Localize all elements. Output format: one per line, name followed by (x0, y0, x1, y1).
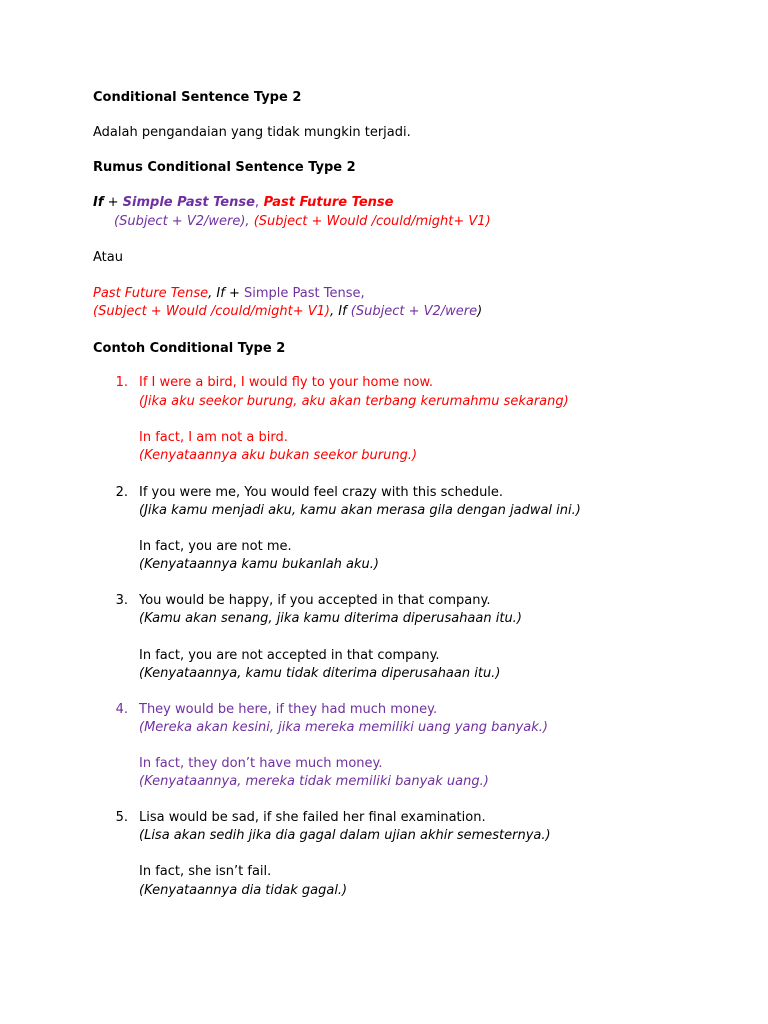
rumus-heading: Rumus Conditional Sentence Type 2 (93, 160, 356, 175)
definition-text: Adalah pengandaian yang tidak mungkin terjadi. (93, 125, 411, 140)
example-sentence: If I were a bird, I would fly to your home now. (139, 375, 434, 390)
example-fact: In fact, they don’t have much money. (139, 756, 383, 771)
example-fact-translation: (Kenyataannya aku bukan seekor burung.) (139, 448, 418, 463)
example-fact: In fact, you are not accepted in that company. (139, 648, 440, 663)
formula2-close-paren: ) (477, 304, 483, 319)
example-fact-translation: (Kenyataannya, mereka tidak memiliki banyak uang.) (139, 774, 489, 789)
example-translation: (Lisa akan sedih jika dia gagal dalam ujian akhir semesternya.) (139, 828, 551, 843)
formula1-comma: , (254, 195, 260, 210)
formula2-line1 (93, 285, 365, 303)
example-fact-translation: (Kenyataannya kamu bukanlah aku.) (139, 557, 379, 572)
formula1-subject-v2: (Subject + V2/were), (114, 214, 250, 229)
atau-text: Atau (93, 250, 123, 265)
formula1-simple-past: Simple Past Tense (122, 195, 255, 210)
example-number: 5. (115, 810, 128, 825)
formula2-comma-if: , If (208, 286, 225, 301)
formula2-plus: + (224, 286, 245, 301)
example-number: 3. (115, 593, 128, 608)
example-sentence: You would be happy, if you accepted in that company. (139, 593, 491, 608)
formula2-line2 (93, 303, 482, 321)
example-fact: In fact, you are not me. (139, 539, 292, 554)
formula2-subject-would: (Subject + Would /could/might+ V1) (93, 304, 330, 319)
formula1-subject-would: (Subject + Would /could/might+ V1) (249, 214, 491, 229)
example-translation: (Jika aku seekor burung, aku akan terbang kerumahmu sekarang) (139, 394, 569, 409)
example-sentence: If you were me, You would feel crazy with this schedule. (139, 485, 504, 500)
example-sentence: They would be here, if they had much money. (139, 702, 438, 717)
formula1-if: If (93, 195, 104, 210)
example-translation: (Mereka akan kesini, jika mereka memiliki uang yang banyak.) (139, 720, 548, 735)
formula2-simple-past: Simple Past Tense, (244, 286, 365, 301)
formula1-line2 (114, 213, 491, 231)
document-title: Conditional Sentence Type 2 (93, 90, 302, 105)
contoh-heading: Contoh Conditional Type 2 (93, 341, 286, 356)
example-fact: In fact, I am not a bird. (139, 430, 288, 445)
formula2-subject-v2: (Subject + V2/were (346, 304, 478, 319)
example-translation: (Kamu akan senang, jika kamu diterima diperusahaan itu.) (139, 611, 522, 626)
formula1-past-future: Past Future Tense (259, 195, 394, 210)
example-fact-translation: (Kenyataannya, kamu tidak diterima diperusahaan itu.) (139, 666, 501, 681)
formula2-past-future: Past Future Tense (93, 286, 209, 301)
formula1-line1 (93, 194, 393, 212)
example-number: 1. (115, 375, 128, 390)
example-fact: In fact, she isn’t fail. (139, 864, 272, 879)
example-fact-translation: (Kenyataannya dia tidak gagal.) (139, 883, 348, 898)
formula1-plus: + (103, 195, 123, 210)
example-number: 4. (115, 702, 128, 717)
example-sentence: Lisa would be sad, if she failed her final examination. (139, 810, 486, 825)
example-number: 2. (115, 485, 128, 500)
example-translation: (Jika kamu menjadi aku, kamu akan merasa gila dengan jadwal ini.) (139, 503, 581, 518)
formula2-if: , If (329, 304, 347, 319)
